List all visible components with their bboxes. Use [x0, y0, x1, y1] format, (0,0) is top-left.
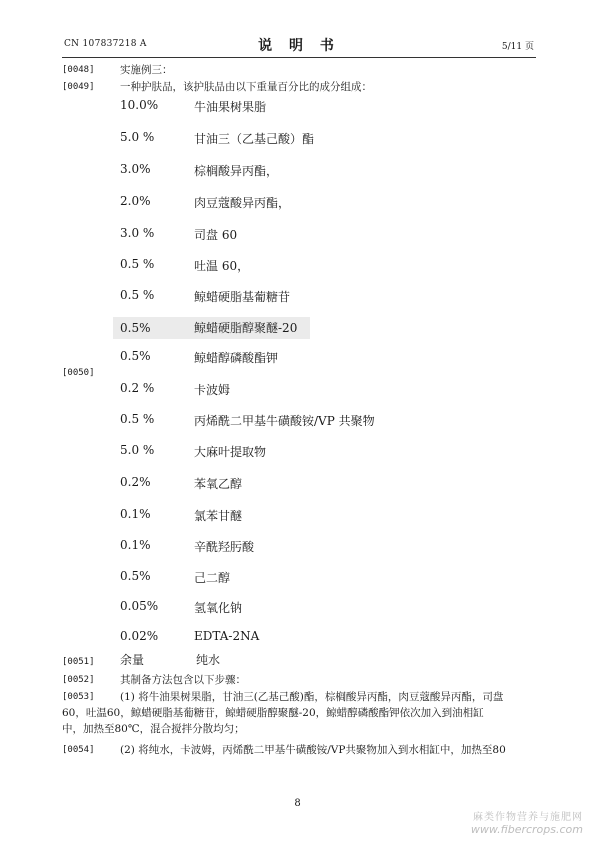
paragraph-text: 其制备方法包含以下步骤：: [120, 674, 246, 686]
ingredient-name: 氯苯甘醚: [194, 509, 243, 523]
ingredient-name: 肉豆蔻酸异丙酯，: [194, 196, 291, 210]
ingredient-name: 大麻叶提取物: [194, 445, 267, 459]
page-number: 8: [294, 798, 301, 809]
paragraph-text: 实施例三：: [120, 64, 173, 76]
paragraph-0048: [62, 62, 540, 78]
ingredient-percent: 0.5 %: [120, 288, 155, 302]
ingredient-percent: 0.1%: [120, 538, 151, 552]
ingredient-percent: 0.5%: [120, 569, 151, 583]
ingredient-percent: 3.0%: [120, 162, 151, 176]
ingredient-name: 氢氧化钠: [194, 601, 243, 615]
paragraph-line: 60，吐温60，鲸蜡硬脂基葡糖苷，鲸蜡硬脂醇聚醚-20，鲸蜡醇磷酸酯钾依次加入到油相缸: [62, 707, 484, 719]
ingredient-percent: 10.0%: [120, 98, 159, 112]
ingredient-percent: 2.0%: [120, 194, 151, 208]
ingredient-name: 鲸蜡硬脂基葡糖苷: [194, 290, 291, 304]
ingredient-name: 辛酰羟肟酸: [194, 540, 255, 554]
paragraph-line: (1) 将牛油果树果脂，甘油三(乙基己酸)酯，棕榈酸异丙酯，肉豆蔻酸异丙酯，司盘: [120, 691, 504, 703]
ingredient-percent: 0.05%: [120, 599, 159, 613]
header-rule: [62, 57, 536, 58]
ingredient-percent: 5.0 %: [120, 130, 155, 144]
ingredient-percent: 0.5 %: [120, 257, 155, 271]
ingredient-name: 卡波姆: [194, 383, 231, 397]
ingredient-percent: 0.2 %: [120, 381, 155, 395]
ingredient-percent: 0.5%: [120, 349, 151, 363]
ingredient-name: 鲸蜡醇磷酸酯钾: [194, 351, 279, 365]
paragraph-0054: [62, 742, 540, 758]
paragraph-number: [0049]: [62, 82, 95, 92]
ingredient-percent: 0.2%: [120, 475, 151, 489]
watermark: [471, 808, 583, 836]
paragraph-0052: [62, 672, 540, 688]
ingredient-name: 牛油果树果脂: [194, 100, 267, 114]
remainder-amount: 余量: [120, 653, 145, 667]
paragraph-number: [0053]: [62, 692, 95, 702]
ingredient-name: 棕榈酸异丙酯，: [194, 164, 279, 178]
paragraph-number: [0048]: [62, 65, 95, 75]
paragraph-number: [0051]: [62, 657, 95, 667]
patent-number: CN 107837218 A: [64, 39, 147, 49]
ingredient-name: EDTA-2NA: [194, 629, 260, 643]
paragraph-text: (2) 将纯水，卡波姆，丙烯酰二甲基牛磺酸铵/VP共聚物加入到水相缸中，加热至80: [120, 744, 506, 756]
paragraph-number: [0054]: [62, 745, 95, 755]
ingredient-name: 己二醇: [194, 571, 231, 585]
watermark-site-name: 麻类作物营养与施肥网: [473, 812, 583, 823]
ingredient-percent: 3.0 %: [120, 226, 155, 240]
ingredient-percent: 0.02%: [120, 629, 159, 643]
ingredient-name: 甘油三（乙基己酸）酯: [194, 132, 315, 146]
paragraph-number: [0052]: [62, 675, 95, 685]
page-header: [64, 35, 534, 55]
paragraph-number-0050: [0050]: [62, 368, 95, 378]
ingredient-name: 鲸蜡硬脂醇聚醚-20: [194, 321, 298, 335]
ingredient-name: 丙烯酰二甲基牛磺酸铵/VP 共聚物: [194, 414, 375, 428]
watermark-url: www.fibercrops.com: [470, 823, 583, 836]
document-title: 说 明 书: [258, 38, 340, 54]
ingredient-row-highlighted: [113, 317, 310, 339]
ingredient-name: 吐温 60，: [194, 259, 250, 273]
ingredient-percent: 0.5%: [120, 321, 151, 335]
ingredient-percent: 5.0 %: [120, 443, 155, 457]
paragraph-text: 一种护肤品，该护肤品由以下重量百分比的成分组成：: [120, 81, 372, 93]
ingredient-percent: 0.1%: [120, 507, 151, 521]
ingredient-percent: 0.5 %: [120, 412, 155, 426]
remainder-ingredient: 纯水: [196, 653, 221, 667]
paragraph-0049: [62, 79, 540, 95]
page-info: 5/11 页: [501, 42, 534, 52]
paragraph-line: 中，加热至80℃，混合搅拌分散均匀；: [62, 723, 245, 735]
paragraph-0053: [62, 689, 540, 737]
ingredient-name: 苯氧乙醇: [194, 477, 243, 491]
ingredient-name: 司盘 60: [194, 228, 238, 242]
